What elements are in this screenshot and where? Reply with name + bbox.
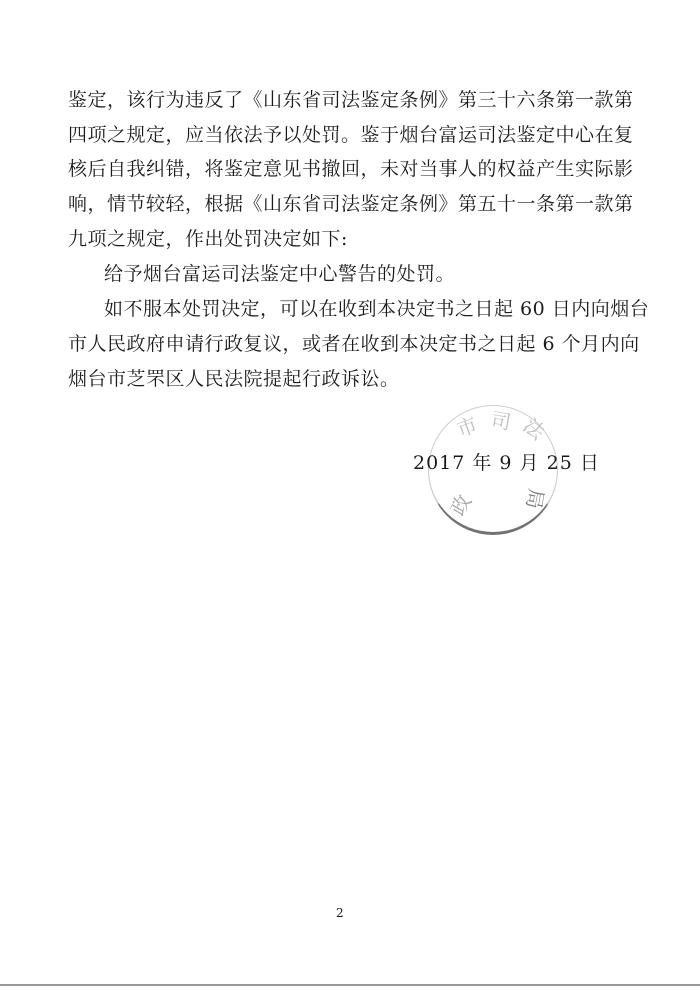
seal-char: 司 [489, 407, 513, 435]
seal-char: 法 [518, 413, 550, 445]
seal-char: 市 [453, 412, 481, 442]
appeal-notice-line: 市人民政府申请行政复议，或者在收到本决定书之日起 6 个月内向 [68, 333, 640, 355]
body-line: 响，情节较轻，根据《山东省司法鉴定条例》第五十一条第一款第 [68, 193, 634, 215]
seal-char: 局 [521, 487, 549, 511]
penalty-decision: 给予烟台富运司法鉴定中心警告的处罚。 [104, 263, 456, 285]
scan-edge-divider [0, 984, 700, 986]
body-line: 九项之规定，作出处罚决定如下: [68, 228, 348, 250]
appeal-notice-line: 烟台市芝罘区人民法院提起行政诉讼。 [68, 368, 400, 390]
seal-char: 政 [445, 490, 477, 520]
body-line: 核后自我纠错，将鉴定意见书撤回，未对当事人的权益产生实际影 [68, 158, 634, 180]
page-number: 2 [336, 906, 344, 920]
appeal-notice-line: 如不服本处罚决定，可以在收到本决定书之日起 60 日内向烟台 [104, 298, 650, 320]
body-line: 四项之规定，应当依法予以处罚。鉴于烟台富运司法鉴定中心在复 [68, 124, 634, 146]
signature-date: 2017 年 9 月 25 日 [413, 452, 600, 474]
body-line: 鉴定，该行为违反了《山东省司法鉴定条例》第三十六条第一款第 [68, 89, 634, 111]
